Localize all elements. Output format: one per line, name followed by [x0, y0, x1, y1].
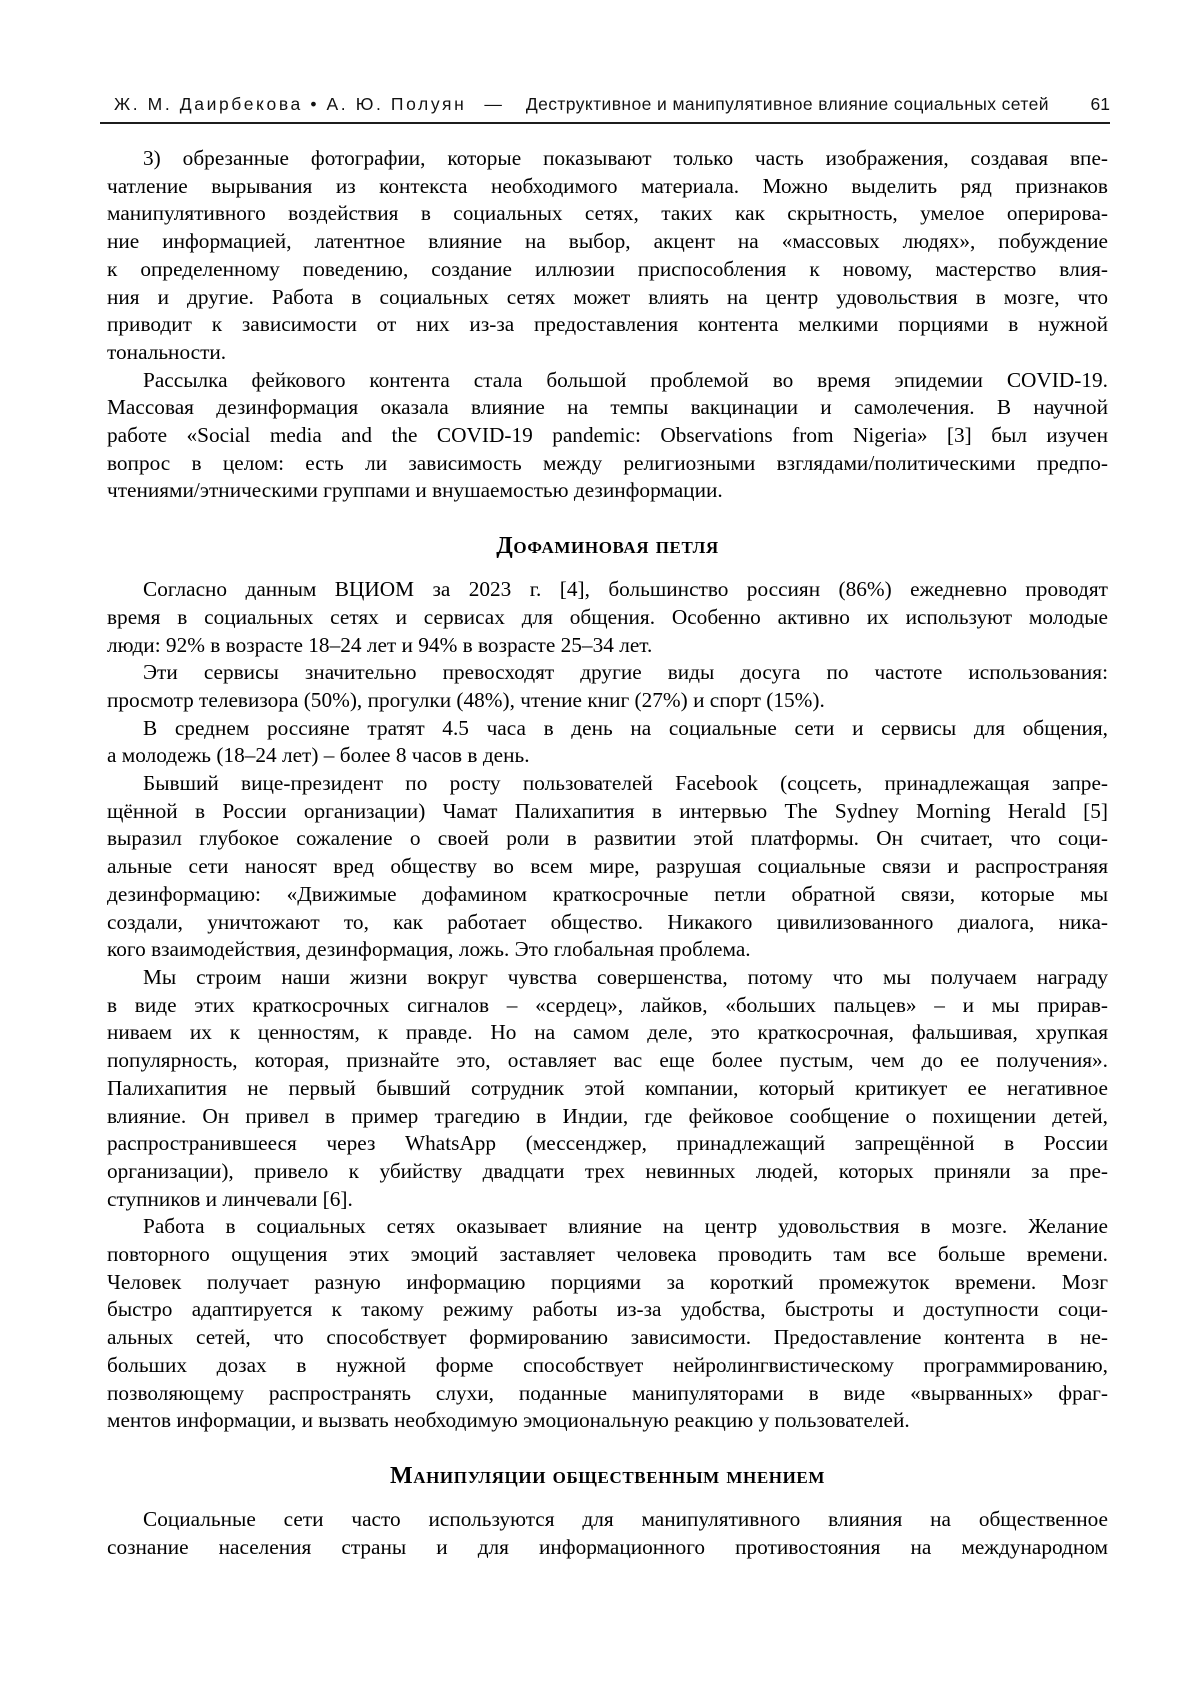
paragraph	[107, 1213, 1108, 1435]
text-line: тональности.	[107, 339, 227, 364]
text-line: Согласно данным ВЦИОМ за 2023 г. [4], большинство россиян (86%) ежедневно проводят	[143, 577, 1108, 602]
text-line: влияние. Он привел в пример трагедию в Индии, где фейковое сообщение о похищении детей,	[107, 1103, 1108, 1128]
paragraph	[107, 659, 1108, 714]
text-line: Работа в социальных сетях оказывает влияние на центр удовольствия в мозге. Желание	[143, 1214, 1108, 1239]
paragraph	[107, 576, 1108, 659]
text-line: Рассылка фейкового контента стала большой проблемой во время эпидемии COVID-19.	[143, 367, 1108, 392]
text-line: популярность, которая, признайте это, оставляет вас еще более пустым, чем до ее получения».	[107, 1048, 1108, 1073]
text-line: ниваем их к ценностям, к правде. Но на самом деле, это краткосрочная, фальшивая, хрупкая	[107, 1020, 1108, 1045]
running-header	[100, 0, 1110, 124]
text-line: организации), привело к убийству двадцати трех невинных людей, которых приняли за пре-	[107, 1158, 1108, 1183]
text-line: работе «Social media and the COVID-19 pandemic: Observations from Nigeria» [3] был изучен	[107, 423, 1108, 448]
page-number: 61	[1090, 94, 1110, 114]
paragraph	[107, 964, 1108, 1213]
text-line: быстро адаптируется к такому режиму работы из-за удобства, быстроты и доступности соци-	[107, 1297, 1108, 1322]
text-line: дезинформацию: «Движимые дофамином краткосрочные петли обратной связи, которые мы	[107, 881, 1108, 906]
text-line: чтениями/этническими группами и внушаемостью дезинформации.	[107, 478, 723, 503]
text-line: ступников и линчевали [6].	[107, 1186, 353, 1211]
text-line: щённой в России организации) Чамат Палихапития в интервью The Sydney Morning Herald [5]	[107, 798, 1108, 823]
text-line: ния и другие. Работа в социальных сетях может влиять на центр удовольствия в мозге, что	[107, 284, 1108, 309]
text-line: больших дозах в нужной форме способствует нейролингвистическому программированию,	[107, 1352, 1108, 1377]
text-line: создали, уничтожают то, как работает общество. Никакого цивилизованного диалога, ника-	[107, 909, 1108, 934]
text-line: манипулятивного воздействия в социальных сетях, таких как скрытность, умелое оперирова-	[107, 201, 1108, 226]
paragraph	[107, 1506, 1108, 1561]
paragraph	[107, 770, 1108, 964]
header-article-title: Деструктивное и манипулятивное влияние социальных сетей	[525, 94, 1049, 114]
text-line: Бывший вице-президент по росту пользователей Facebook (соцсеть, принадлежащая запре-	[143, 771, 1108, 796]
paragraph	[107, 715, 1108, 770]
text-line: Социальные сети часто используются для манипулятивного влияния на общественное	[143, 1506, 1108, 1531]
text-line: В среднем россияне тратят 4.5 часа в день на социальные сети и сервисы для общения,	[143, 715, 1108, 740]
text-line: а молодежь (18–24 лет) – более 8 часов в день.	[107, 743, 530, 768]
article-body	[107, 145, 1108, 1561]
text-line: сознание населения страны и для информационного противостояния на международном	[107, 1534, 1108, 1559]
text-line: время в социальных сетях и сервисах для общения. Особенно активно их используют молодые	[107, 604, 1108, 629]
text-line: распространившееся через WhatsApp (мессенджер, принадлежащий запрещённой в России	[107, 1131, 1108, 1156]
text-line: люди: 92% в возрасте 18–24 лет и 94% в возрасте 25–34 лет.	[107, 632, 653, 657]
text-line: приводит к зависимости от них из-за предоставления контента мелкими порциями в нужной	[107, 312, 1108, 337]
text-line: ментов информации, и вызвать необходимую эмоциональную реакцию у пользователей.	[107, 1408, 910, 1433]
text-line: повторного ощущения этих эмоций заставляет человека проводить там все больше времени.	[107, 1242, 1108, 1267]
paragraph	[107, 145, 1108, 367]
text-line: Эти сервисы значительно превосходят другие виды досуга по частоте использования:	[143, 660, 1108, 685]
text-line: ние информацией, латентное влияние на выбор, акцент на «массовых людях», побуждение	[107, 229, 1108, 254]
text-line: в виде этих краткосрочных сигналов – «сердец», лайков, «больших пальцев» – и мы прирав-	[107, 992, 1108, 1017]
text-line: 3) обрезанные фотографии, которые показывают только часть изображения, создавая впе-	[143, 146, 1108, 170]
text-line: позволяющему распространять слухи, поданные манипуляторами в виде «вырванных» фраг-	[107, 1380, 1108, 1405]
text-line: Мы строим наши жизни вокруг чувства совершенства, потому что мы получаем награду	[143, 964, 1108, 989]
text-line: просмотр телевизора (50%), прогулки (48%), чтение книг (27%) и спорт (15%).	[107, 687, 825, 712]
text-line: Палихапития не первый бывший сотрудник этой компании, который критикует ее негативное	[107, 1075, 1108, 1100]
text-line: Человек получает разную информацию порциями за короткий промежуток времени. Мозг	[107, 1269, 1108, 1294]
text-line: кого взаимодействия, дезинформация, ложь. Это глобальная проблема.	[107, 937, 751, 962]
text-line: альные сети наносят вред обществу во всем мире, разрушая социальные связи и распространяя	[107, 854, 1108, 879]
text-line: выразил глубокое сожаление о своей роли в развитии этой платформы. Он считает, что соци-	[107, 826, 1108, 851]
text-line: альных сетей, что способствует формированию зависимости. Предоставление контента в не-	[107, 1325, 1108, 1350]
text-line: чатление вырывания из контекста необходимого материала. Можно выделить ряд признаков	[107, 173, 1108, 198]
paragraph	[107, 367, 1108, 506]
header-dash: —	[484, 94, 502, 114]
text-line: Массовая дезинформация оказала влияние на темпы вакцинации и самолечения. В научной	[107, 395, 1108, 420]
header-authors: Ж. М. Даирбекова • А. Ю. Полуян	[114, 94, 467, 114]
text-line: вопрос в целом: есть ли зависимость между религиозными взглядами/политическими предпо-	[107, 450, 1108, 475]
section-heading: Манипуляции общественным мнением	[389, 1462, 826, 1489]
section-heading: Дофаминовая петля	[496, 533, 719, 560]
text-line: к определенному поведению, создание иллюзии приспособления к новому, мастерство влия-	[107, 256, 1108, 281]
